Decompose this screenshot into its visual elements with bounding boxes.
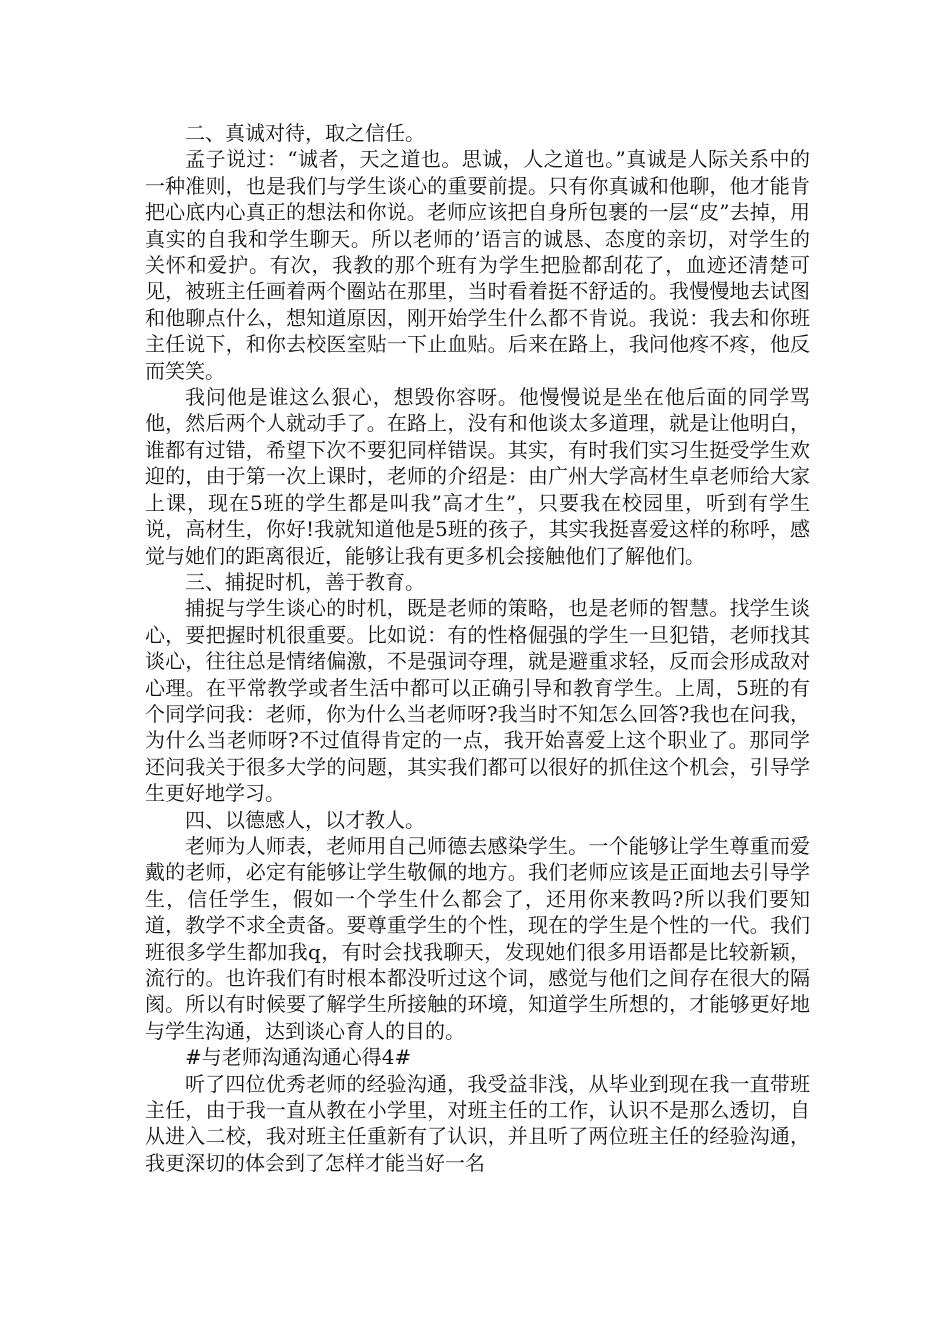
paragraph: 孟子说过：“诚者，天之道也。思诚，人之道也。”真诚是人际关系中的一种准则，也是我们与学生谈心的重要前提。只有你真诚和他聊，他才能肯把心底内心真正的想法和你说。老师应该把自身所包裹的一层“皮”去掉，用真实的自我和学生聊天。所以老师的’语言的诚恳、态度的亲切，对学生的关怀和爱护。有次，我教的那个班有为学生把脸都刮花了，血迹还清楚可见，被班主任画着两个圈站在那里，当时看着挺不舒适的。我慢慢地去试图和他聊点什么，想知道原因，刚开始学生什么都不肯说。我说：我去和你班主任说下，和你去校医室贴一下止血贴。后来在路上，我问他疼不疼，他反而笑笑。 bbox=[145, 147, 810, 383]
paragraph: 我问他是谁这么狠心，想毁你容呀。他慢慢说是坐在他后面的同学骂他，然后两个人就动手了。在路上，没有和他谈太多道理，就是让他明白，谁都有过错，希望下次不要犯同样错误。其实，有时我们实习生挺受学生欢迎的，由于第一次上课时，老师的介绍是：由广州大学高材生卓老师给大家上课，现在5班的学生都是叫我”高才生”，只要我在校园里，听到有学生说，高材生，你好!我就知道他是5班的孩子，其实我挺喜爱这样的称呼，感觉与她们的距离很近，能够让我有更多机会接触他们了解他们。 bbox=[145, 385, 810, 568]
document-body bbox=[145, 120, 810, 1176]
section-heading-3: 三、捕捉时机，善于教育。 bbox=[185, 569, 425, 594]
paragraph: 听了四位优秀老师的经验沟通，我受益非浅，从毕业到现在我一直带班主任，由于我一直从教在小学里，对班主任的工作，认识不是那么透切，自从进入二校，我对班主任重新有了认识，并且听了两位班主任的经验沟通，我更深切的体会到了怎样才能当好一名 bbox=[145, 1071, 810, 1175]
article-heading: #与老师沟通沟通心得4# bbox=[185, 1045, 412, 1070]
paragraph: 老师为人师表，老师用自己师德去感染学生。一个能够让学生尊重而爱戴的老师，必定有能够让学生敬佩的地方。我们老师应该是正面地去引导学生，信任学生，假如一个学生什么都会了，还用你来教吗?所以我们要知道，教学不求全责备。要尊重学生的个性，现在的学生是个性的一代。我们班很多学生都加我q，有时会找我聊天，发现她们很多用语都是比较新颖，流行的。也许我们有时根本都没听过这个词，感觉与他们之间存在很大的隔阂。所以有时候要了解学生所接触的环境，知道学生所想的，才能够更好地与学生沟通，达到谈心育人的目的。 bbox=[145, 833, 810, 1043]
section-heading-4: 四、以德感人，以才教人。 bbox=[185, 807, 425, 832]
paragraph: 捕捉与学生谈心的时机，既是老师的策略，也是老师的智慧。找学生谈心，要把握时机很重要。比如说：有的性格倔强的学生一旦犯错，老师找其谈心，往往总是情绪偏激，不是强词夺理，就是避重求轻，反而会形成敌对心理。在平常教学或者生活中都可以正确引导和教育学生。上周，5班的有个同学问我：老师，你为什么当老师呀?我当时不知怎么回答?我也在问我，为什么当老师呀?不过值得肯定的一点，我开始喜爱上这个职业了。那同学还问我关于很多大学的问题，其实我们都可以很好的抓住这个机会，引导学生更好地学习。 bbox=[145, 596, 810, 806]
section-heading-2: 二、真诚对待，取之信任。 bbox=[185, 121, 425, 145]
